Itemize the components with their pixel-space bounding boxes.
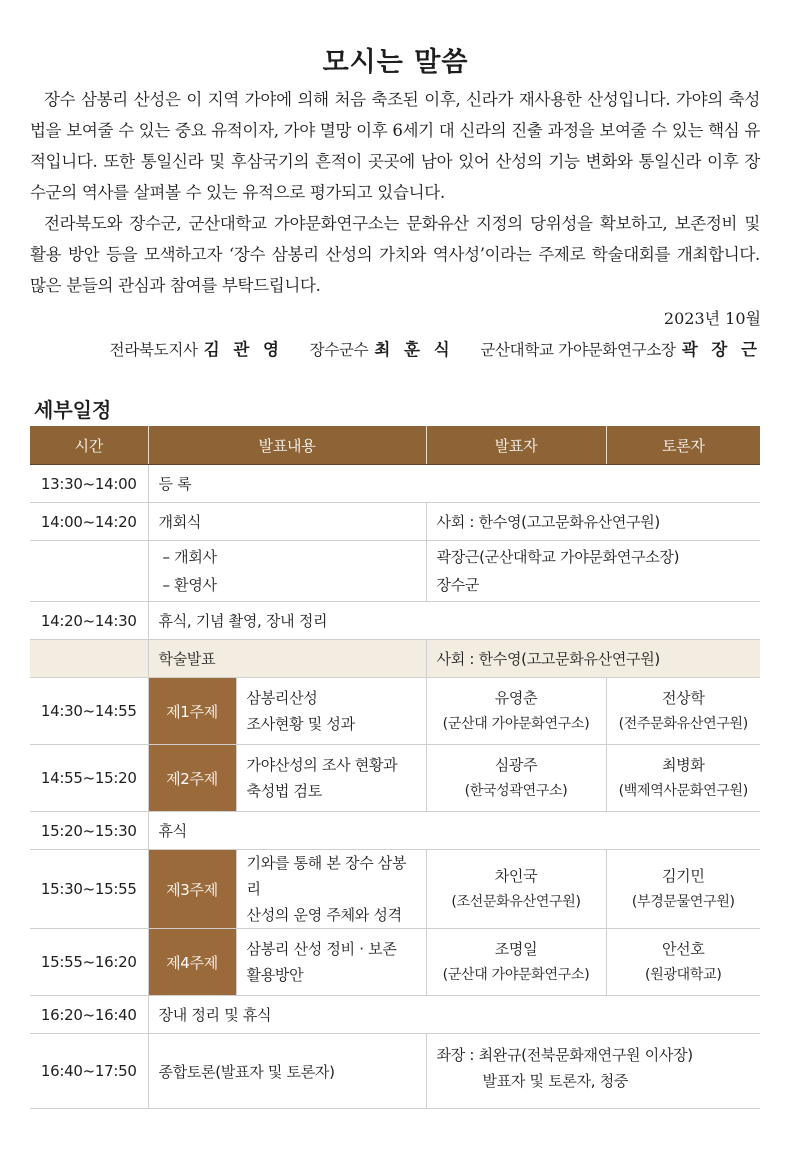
row-topic-4	[30, 929, 760, 996]
discussant-name: 김기민	[661, 867, 705, 885]
row-opening-details	[30, 541, 760, 602]
header-presenter: 발표자	[426, 426, 606, 465]
discussant-cell	[606, 850, 760, 929]
schedule-table	[30, 426, 760, 1109]
topic-title-line: 삼봉리산성	[246, 689, 318, 707]
time-cell: 15:55~16:20	[30, 929, 148, 996]
chair: 좌장 : 최완규(전북문화재연구원 이사장)	[436, 1046, 693, 1064]
topic-badge: 제4주제	[148, 929, 236, 996]
discussant-cell	[606, 678, 760, 745]
presenter-institution: (군산대 가야문화연구소)	[442, 967, 590, 983]
presenter-cell	[426, 929, 606, 996]
discussant-name: 전상학	[661, 689, 705, 707]
presenter-institution: (한국성곽연구소)	[464, 783, 568, 799]
presenter-name: 심광주	[494, 756, 538, 774]
content-cell: 등 록	[148, 465, 760, 503]
topic-badge: 제2주제	[148, 745, 236, 812]
discussant-cell	[606, 929, 760, 996]
topic-title	[236, 678, 426, 745]
discussant-institution: (부경문물연구원)	[631, 894, 735, 910]
opening-items	[148, 541, 426, 602]
presenter-cell	[426, 745, 606, 812]
topic-badge: 제3주제	[148, 850, 236, 929]
time-cell: 15:20~15:30	[30, 812, 148, 850]
time-cell	[30, 640, 148, 678]
host-cell: 사회 : 한수영(고고문화유산연구원)	[426, 640, 760, 678]
date: 2023년 10월	[663, 309, 761, 328]
chair-cell	[426, 1034, 760, 1109]
topic-title-line: 산성의 운영 주체와 성격	[246, 906, 402, 924]
time-cell: 15:30~15:55	[30, 850, 148, 929]
intro-text	[30, 84, 760, 301]
time-cell: 14:55~15:20	[30, 745, 148, 812]
presenter-name: 차인국	[494, 867, 538, 885]
discussant-institution: (백제역사문화연구원)	[618, 783, 748, 799]
signer-title: 군산대학교 가야문화연구소장	[480, 341, 676, 359]
time-cell: 16:20~16:40	[30, 996, 148, 1034]
signer-institute-director	[480, 341, 761, 359]
topic-title-line: 활용방안	[246, 966, 304, 984]
content-cell: 개회식	[148, 503, 426, 541]
time-cell: 13:30~14:00	[30, 465, 148, 503]
intro-paragraph-1: 장수 삼봉리 산성은 이 지역 가야에 의해 처음 축조된 이후, 신라가 재사용한 산성입니다. 가야의 축성법을 보여줄 수 있는 중요 유적이자, 가야 멸망 이후 6세기 대 신라의 진출 과정을 보여줄 수 있는 핵심 유적입니다. 또한 통일신라 및 후삼국기의 흔적이 곳곳에 남아 있어 산성의 기능 변화와 통일신라 이후 장수군의 역사를 살펴볼 수 있는 유적으로 평가되고 있습니다.	[30, 90, 760, 202]
opening-person: 장수군	[436, 576, 480, 594]
row-registration	[30, 465, 760, 503]
row-academic	[30, 640, 760, 678]
topic-title-line: 축성법 검토	[246, 782, 322, 800]
presenter-cell	[426, 850, 606, 929]
discussant-cell	[606, 745, 760, 812]
discussant-name: 최병화	[661, 756, 705, 774]
row-opening	[30, 503, 760, 541]
time-cell: 16:40~17:50	[30, 1034, 148, 1109]
content-cell: 장내 정리 및 휴식	[148, 996, 760, 1034]
row-break-3	[30, 996, 760, 1034]
content-cell: 학술발표	[148, 640, 426, 678]
content-cell: 종합토론(발표자 및 토론자)	[148, 1034, 426, 1109]
presenter-name: 조명일	[494, 940, 538, 958]
discussant-name: 안선호	[661, 940, 705, 958]
signer-title: 전라북도지사	[109, 341, 198, 359]
presenter-institution: (조선문화유산연구원)	[451, 894, 581, 910]
opening-item: – 개회사	[162, 548, 217, 566]
row-break-2	[30, 812, 760, 850]
intro-paragraph-2: 전라북도와 장수군, 군산대학교 가야문화연구소는 문화유산 지정의 당위성을 확보하고, 보존정비 및 활용 방안 등을 모색하고자 ‘장수 삼봉리 산성의 가치와 역사성’이라는 주제로 학술대회를 개최합니다. 많은 분들의 관심과 참여를 부탁드립니다.	[30, 214, 760, 295]
signer-name: 곽 장 근	[681, 340, 761, 359]
row-final-discussion	[30, 1034, 760, 1109]
topic-title-line: 기와를 통해 본 장수 삼봉리	[246, 854, 407, 898]
signer-governor	[110, 341, 283, 359]
signers	[88, 336, 761, 360]
signer-county-head	[310, 341, 454, 359]
opening-persons	[426, 541, 760, 602]
topic-title-line: 조사현황 및 성과	[246, 715, 355, 733]
header-time: 시간	[30, 426, 148, 465]
signer-name: 최 훈 식	[374, 340, 454, 359]
presenter-name: 유영춘	[494, 689, 538, 707]
content-cell: 휴식, 기념 촬영, 장내 정리	[148, 602, 760, 640]
topic-title-line: 가야산성의 조사 현황과	[246, 756, 398, 774]
time-cell	[30, 541, 148, 602]
content-cell: 휴식	[148, 812, 760, 850]
time-cell: 14:20~14:30	[30, 602, 148, 640]
row-topic-2	[30, 745, 760, 812]
participants: 발표자 및 토론자, 청중	[482, 1072, 629, 1090]
schedule-header-row	[30, 426, 760, 465]
schedule-title: 세부일정	[34, 398, 112, 422]
header-content: 발표내용	[148, 426, 426, 465]
topic-title	[236, 745, 426, 812]
opening-person: 곽장근(군산대학교 가야문화연구소장)	[436, 548, 680, 566]
discussant-institution: (전주문화유산연구원)	[618, 716, 748, 732]
topic-title-line: 삼봉리 산성 정비 · 보존	[246, 940, 397, 958]
page-title: 모시는 말씀	[322, 47, 469, 78]
time-cell: 14:00~14:20	[30, 503, 148, 541]
presenter-institution: (군산대 가야문화연구소)	[442, 716, 590, 732]
signer-name: 김 관 영	[203, 340, 283, 359]
discussant-institution: (원광대학교)	[645, 967, 722, 983]
row-break-1	[30, 602, 760, 640]
presenter-cell	[426, 678, 606, 745]
row-topic-1	[30, 678, 760, 745]
time-cell: 14:30~14:55	[30, 678, 148, 745]
topic-title	[236, 850, 426, 929]
topic-title	[236, 929, 426, 996]
topic-badge: 제1주제	[148, 678, 236, 745]
host-cell: 사회 : 한수영(고고문화유산연구원)	[426, 503, 760, 541]
row-topic-3	[30, 850, 760, 929]
opening-item: – 환영사	[162, 576, 217, 594]
header-discussant: 토론자	[606, 426, 760, 465]
signer-title: 장수군수	[309, 341, 369, 359]
